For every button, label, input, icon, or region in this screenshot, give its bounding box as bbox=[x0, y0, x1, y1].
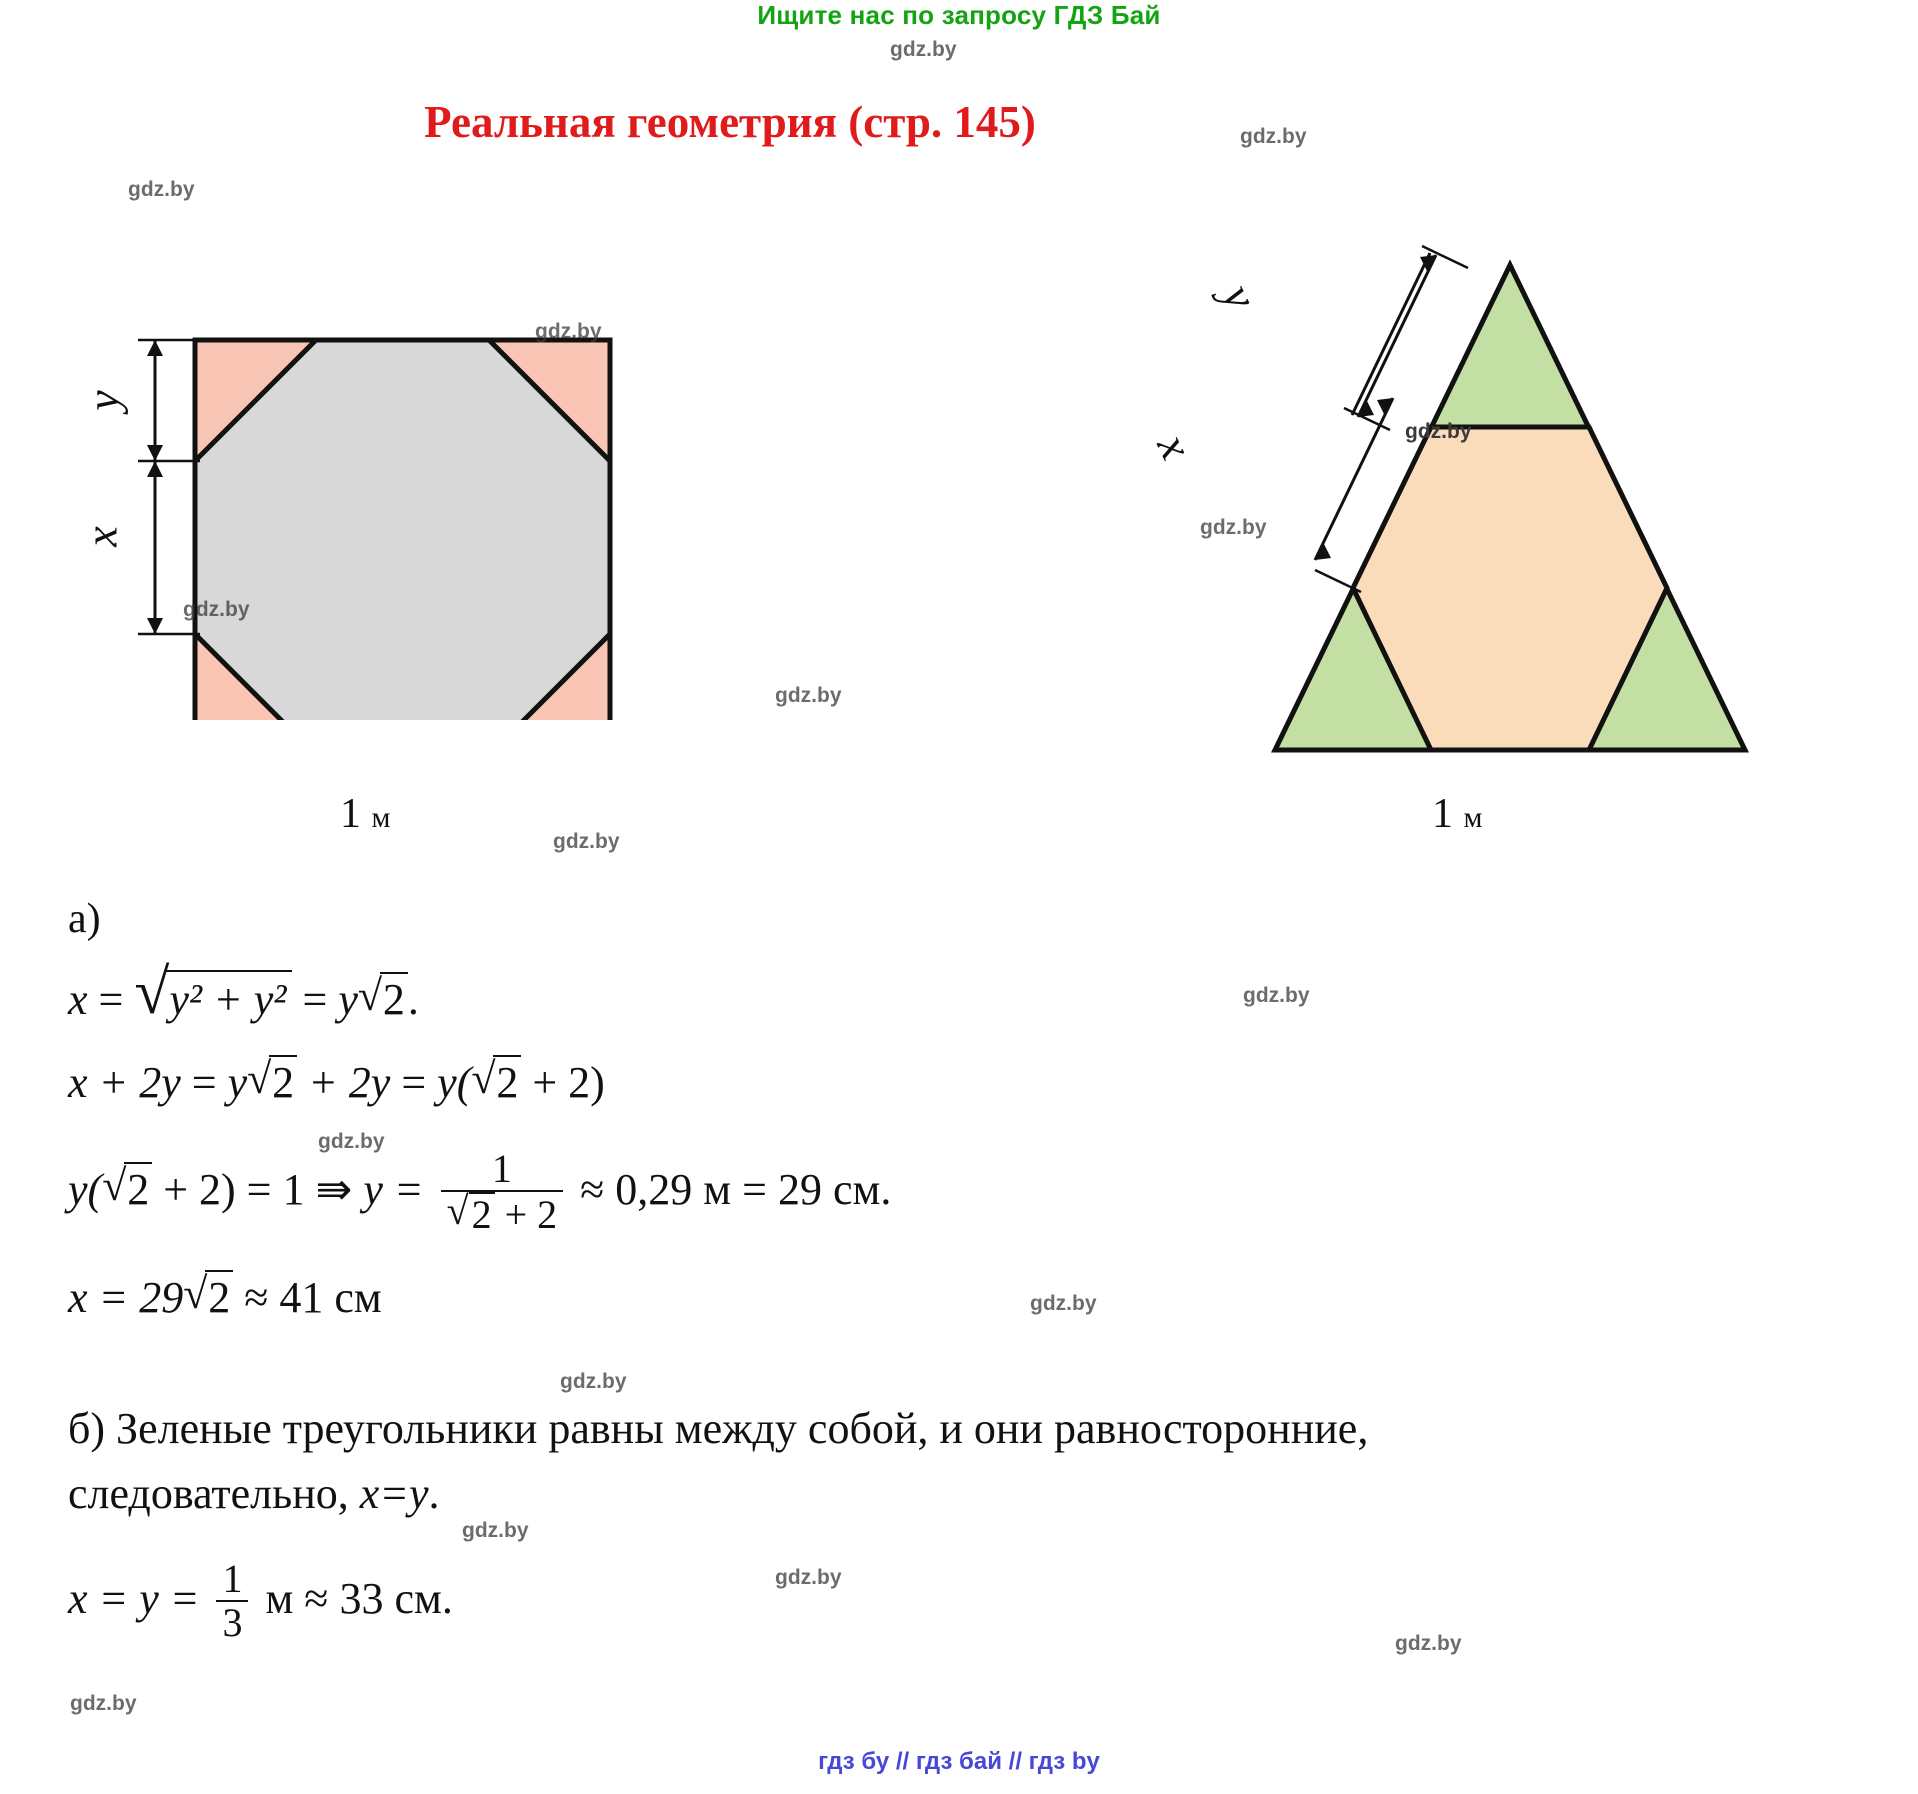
site-promo-banner: Ищите нас по запросу ГДЗ Бай bbox=[757, 0, 1161, 30]
line2-t1-root: 2 bbox=[269, 1055, 297, 1108]
part-a-label: а) bbox=[68, 896, 101, 942]
page-title: Реальная геометрия (стр. 145) bbox=[424, 97, 1036, 147]
line3-eq1: = 1 ⇛ bbox=[246, 1165, 353, 1215]
line4-root: 2 bbox=[205, 1270, 233, 1323]
solution-line-5 bbox=[68, 1556, 453, 1646]
line3-frac-den-root: 2 bbox=[469, 1192, 495, 1236]
square-caption-unit: м bbox=[371, 801, 391, 834]
watermark: gdz.by bbox=[890, 38, 957, 61]
triangle-inner-watermark: gdz.by bbox=[1405, 420, 1472, 443]
triangle-label-x: x bbox=[1147, 426, 1203, 467]
triangle-label-y: y bbox=[1212, 276, 1268, 317]
watermark: gdz.by bbox=[1200, 516, 1267, 539]
line1-rhs-coef: y bbox=[338, 975, 358, 1024]
triangle-caption-unit: м bbox=[1463, 801, 1483, 834]
line3-y-eq: y = bbox=[363, 1165, 424, 1215]
solution-line-2 bbox=[68, 1055, 605, 1108]
watermark: gdz.by bbox=[1240, 125, 1307, 148]
line1-mid: = bbox=[302, 975, 328, 1024]
line1-eq: = bbox=[98, 975, 124, 1024]
line3-approx: ≈ 0,29 м = 29 см. bbox=[580, 1165, 892, 1215]
watermark: gdz.by bbox=[1030, 1292, 1097, 1315]
line2-t1-coef: y bbox=[227, 1058, 248, 1107]
line2-eq1: = bbox=[191, 1058, 217, 1107]
line4-lhs: x = 29 bbox=[68, 1273, 184, 1322]
watermark: gdz.by bbox=[775, 684, 842, 707]
line2-t2-root: 2 bbox=[493, 1055, 521, 1108]
watermark: gdz.by bbox=[462, 1519, 529, 1542]
part-b-text-italic: x=y bbox=[359, 1469, 429, 1518]
line2-t2-tail: + 2) bbox=[521, 1058, 605, 1107]
line3-lhs-close: + 2) bbox=[152, 1165, 236, 1215]
triangle-hexagon-svg bbox=[1210, 240, 1810, 760]
part-b-text-post: . bbox=[428, 1469, 440, 1518]
square-octagon-svg bbox=[100, 300, 660, 720]
line4-tail: ≈ 41 см bbox=[233, 1273, 382, 1322]
square-label-y: y bbox=[77, 390, 129, 411]
solution-line-4 bbox=[68, 1270, 382, 1323]
square-caption-value: 1 bbox=[340, 791, 361, 837]
line5-frac-den: 3 bbox=[216, 1600, 248, 1644]
line2-t2-sqrt bbox=[471, 1055, 521, 1108]
square-label-x: x bbox=[75, 526, 127, 547]
line5-lhs: x = y = bbox=[68, 1574, 200, 1624]
part-b-text-line1: б) Зеленые треугольники равны между собой, и они равносторонние, bbox=[68, 1404, 1369, 1453]
page-footer: гдз бу // гдз бай // гдз by bbox=[818, 1748, 1100, 1775]
line2-t1-tail: + 2y bbox=[297, 1058, 391, 1107]
line5-fraction bbox=[216, 1558, 248, 1644]
figure-triangle-hexagon bbox=[1147, 240, 1810, 760]
line4-sqrt bbox=[183, 1270, 233, 1323]
triangle-caption bbox=[1432, 790, 1482, 838]
watermark: gdz.by bbox=[775, 1566, 842, 1589]
line5-frac-num: 1 bbox=[222, 1556, 243, 1601]
solution-line-3 bbox=[68, 1146, 892, 1238]
line1-tail: . bbox=[407, 975, 419, 1024]
watermark: gdz.by bbox=[70, 1692, 137, 1715]
line2-lhs: x + 2y bbox=[68, 1058, 181, 1107]
part-b-text-pre: следовательно, bbox=[68, 1469, 360, 1518]
line1-radicand: y² + y² bbox=[164, 970, 291, 1025]
watermark: gdz.by bbox=[1243, 984, 1310, 1007]
figure-square-octagon bbox=[75, 300, 660, 720]
line3-frac-den bbox=[441, 1190, 564, 1236]
line3-lhs-sqrt bbox=[102, 1162, 152, 1215]
line3-lhs-root: 2 bbox=[124, 1162, 152, 1215]
line2-eq2: = bbox=[401, 1058, 427, 1107]
line1-rhs-sqrt bbox=[358, 972, 408, 1025]
watermark: gdz.by bbox=[183, 598, 250, 621]
line5-tail: м ≈ 33 см. bbox=[265, 1574, 453, 1624]
line2-t2: y( bbox=[437, 1058, 472, 1107]
square-caption bbox=[340, 790, 390, 838]
watermark: gdz.by bbox=[553, 830, 620, 853]
part-b-text-line2 bbox=[68, 1465, 1068, 1523]
line3-fraction bbox=[441, 1148, 564, 1236]
line3-frac-den-sqrt bbox=[447, 1192, 495, 1236]
triangle-caption-value: 1 bbox=[1432, 791, 1453, 837]
line2-t1-sqrt bbox=[247, 1055, 297, 1108]
line3-frac-num: 1 bbox=[491, 1146, 512, 1191]
watermark: gdz.by bbox=[318, 1130, 385, 1153]
line3-frac-den-tail: + 2 bbox=[494, 1192, 558, 1237]
line1-lhs: x bbox=[68, 975, 88, 1024]
watermark: gdz.by bbox=[128, 178, 195, 201]
watermark: gdz.by bbox=[560, 1370, 627, 1393]
line1-rhs-root: 2 bbox=[380, 972, 408, 1025]
line1-sqrt bbox=[134, 970, 291, 1025]
watermark: gdz.by bbox=[1395, 1632, 1462, 1655]
line3-lhs-open: y( bbox=[68, 1165, 103, 1215]
watermark: gdz.by bbox=[535, 320, 602, 343]
solution-line-1 bbox=[68, 970, 419, 1025]
